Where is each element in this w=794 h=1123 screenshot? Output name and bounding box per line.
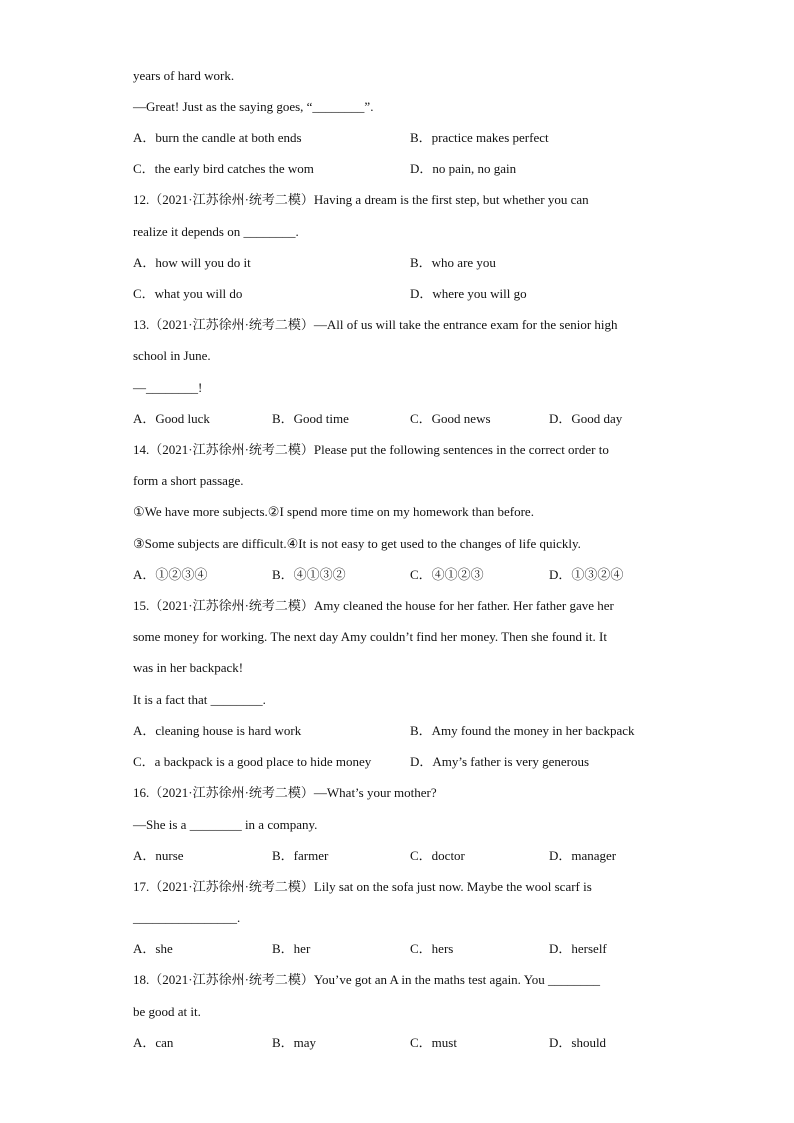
- q15-option-c: C．a backpack is a good place to hide money: [133, 754, 372, 769]
- q15-stem: was in her backpack!: [133, 660, 244, 675]
- q14-sentences: ①We have more subjects.②I spend more time on my homework than before.: [133, 504, 534, 519]
- q18-stem: 18.（2021·江苏徐州·统考二模）You’ve got an A in the maths test again. You ________: [133, 972, 601, 987]
- q18-stem: be good at it.: [133, 1004, 201, 1019]
- q17-stem: ________________.: [133, 910, 241, 925]
- q15-stem: 15.（2021·江苏徐州·统考二模）Amy cleaned the house for her father. Her father gave her: [133, 598, 614, 613]
- q15-stem: It is a fact that ________.: [133, 692, 266, 707]
- q13-stem: —________!: [133, 380, 203, 395]
- q16-option-b: B．farmer: [272, 848, 329, 863]
- q11-option-c: C．the early bird catches the wom: [133, 161, 314, 176]
- q18-option-a: A．can: [133, 1035, 174, 1050]
- q12-option-d: D．where you will go: [410, 286, 527, 301]
- q15-option-d: D．Amy’s father is very generous: [410, 754, 590, 769]
- q16-stem: 16.（2021·江苏徐州·统考二模）—What’s your mother?: [133, 785, 437, 800]
- q11-option-b: B．practice makes perfect: [410, 130, 549, 145]
- q15-option-a: A．cleaning house is hard work: [133, 723, 302, 738]
- q12-stem: 12.（2021·江苏徐州·统考二模）Having a dream is the first step, but whether you can: [133, 192, 589, 207]
- q11-text-line: —Great! Just as the saying goes, “________”.: [133, 99, 374, 114]
- q13-stem: school in June.: [133, 348, 211, 363]
- q14-option-c: C．④①②③: [410, 567, 484, 582]
- q17-option-c: C．hers: [410, 941, 454, 956]
- q16-option-d: D．manager: [549, 848, 617, 863]
- q14-option-d: D．①③②④: [549, 567, 624, 582]
- q14-option-b: B．④①③②: [272, 567, 346, 582]
- q18-option-b: B．may: [272, 1035, 317, 1050]
- q11-text-line: years of hard work.: [133, 68, 235, 83]
- q15-stem: some money for working. The next day Amy couldn’t find her money. Then she found it. It: [133, 629, 607, 644]
- q14-sentences: ③Some subjects are difficult.④It is not easy to get used to the changes of life quickly.: [133, 536, 581, 551]
- q14-option-a: A．①②③④: [133, 567, 208, 582]
- q17-option-d: D．herself: [549, 941, 607, 956]
- q16-stem: —She is a ________ in a company.: [133, 817, 318, 832]
- q18-option-c: C．must: [410, 1035, 457, 1050]
- q13-option-b: B．Good time: [272, 411, 349, 426]
- q13-stem: 13.（2021·江苏徐州·统考二模）—All of us will take the entrance exam for the senior high: [133, 317, 618, 332]
- q12-option-c: C．what you will do: [133, 286, 243, 301]
- q12-option-a: A．how will you do it: [133, 255, 251, 270]
- q13-option-c: C．Good news: [410, 411, 491, 426]
- q17-option-a: A．she: [133, 941, 173, 956]
- q12-stem: realize it depends on ________.: [133, 224, 299, 239]
- q12-option-b: B．who are you: [410, 255, 496, 270]
- q14-stem: form a short passage.: [133, 473, 244, 488]
- q11-option-d: D．no pain, no gain: [410, 161, 517, 176]
- q16-option-c: C．doctor: [410, 848, 465, 863]
- q14-stem: 14.（2021·江苏徐州·统考二模）Please put the following sentences in the correct order to: [133, 442, 609, 457]
- q11-option-a: A．burn the candle at both ends: [133, 130, 302, 145]
- q18-option-d: D．should: [549, 1035, 607, 1050]
- q13-option-a: A．Good luck: [133, 411, 210, 426]
- q16-option-a: A．nurse: [133, 848, 184, 863]
- q17-option-b: B．her: [272, 941, 311, 956]
- q13-option-d: D．Good day: [549, 411, 623, 426]
- q15-option-b: B．Amy found the money in her backpack: [410, 723, 635, 738]
- q17-stem: 17.（2021·江苏徐州·统考二模）Lily sat on the sofa just now. Maybe the wool scarf is: [133, 879, 592, 894]
